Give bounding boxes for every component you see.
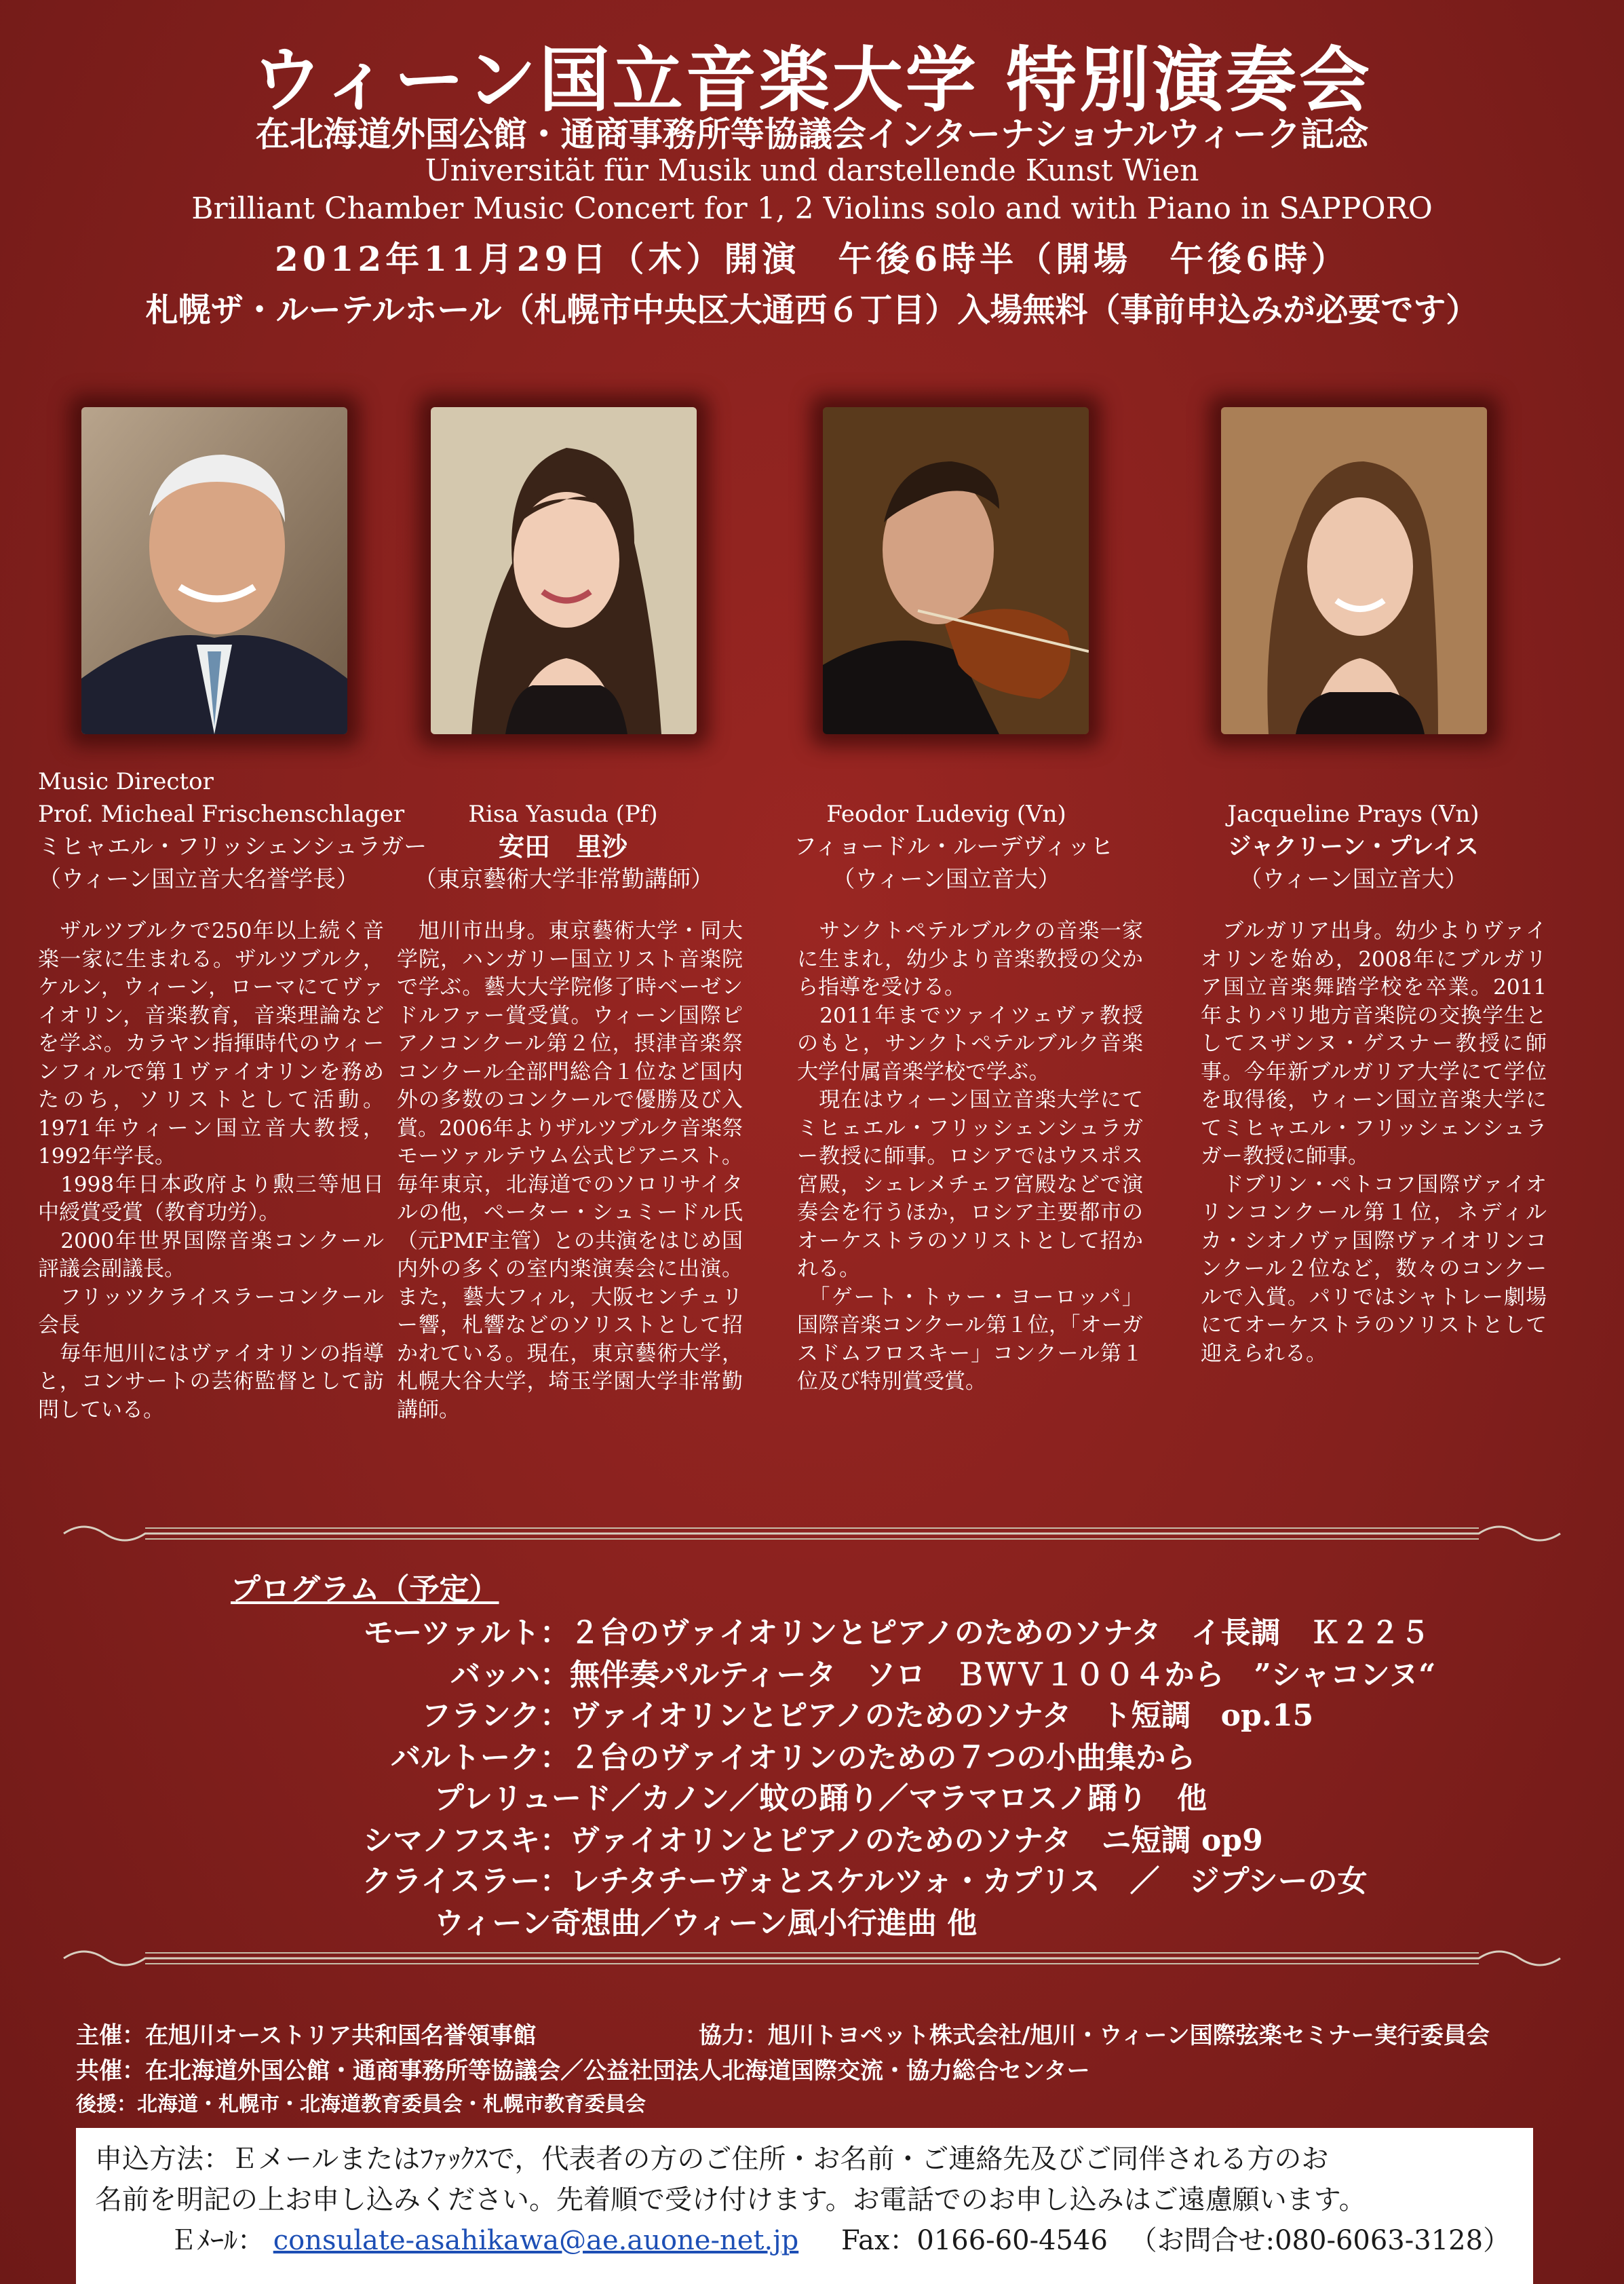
program-item <box>231 1691 1313 1734</box>
program-composer: クライスラー： <box>362 1864 570 1899</box>
program-composer: バッハ： <box>450 1658 570 1692</box>
venue-line: 札幌ザ・ルーテルホール（札幌市中央区大通西６丁目）入場無料（事前申込みが必要です） <box>145 291 1479 329</box>
performer-caption-4 <box>1194 798 1513 896</box>
application-box <box>76 2128 1533 2284</box>
organizer-cohost: 共催：在北海道外国公館・通商事務所等協議会／公益社団法人北海道国際交流・協力総合センター <box>76 2057 1090 2085</box>
portrait-prays <box>1221 407 1487 734</box>
program-item <box>231 1608 1430 1652</box>
performer-name-en: Prof. Micheal Frischenschlager <box>38 801 405 828</box>
performer-bio-1: ザルツブルクで250年以上続く音楽一家に生まれる。ザルツブルク，ケルン，ウィーン，ローマにてヴァイオリン，音楽教育，音楽理論などを学ぶ。カラヤン指揮時代のウィーンフィルで第１ヴァイオリンを務めたのち，ソリストとして活動。1971年ウィーン国立音大教授，1992年学長。 1998年日本政府より勲三等旭日中綬賞受賞（教育功労）。 2000年世界国際音楽コンクール評議会副議長。 フリッツクライスラーコンクール会長 毎年旭川にはヴァイオリンの指導と，コンサートの芸術監督として訪問している。 <box>38 919 384 1422</box>
program-composer: モーツァルト： <box>363 1616 570 1650</box>
program-work: ヴァイオリンとピアノのためのソナタ ト短調 op.15 <box>570 1698 1314 1733</box>
performer-name-jp: ミヒャエル・フリッシェンシュラガー <box>38 833 427 860</box>
program-composer: シマノフスキ： <box>363 1823 570 1858</box>
ornamental-divider-top <box>57 1513 1567 1554</box>
performer-caption-1 <box>38 765 427 896</box>
program-item <box>231 1857 1368 1900</box>
performer-name-jp: フィョードル・ルーデヴィッヒ <box>794 833 1114 860</box>
program-continuation: ウィーン奇想曲／ウィーン風小行進曲 他 <box>434 1906 978 1941</box>
apply-contact-line <box>95 2220 1514 2261</box>
performer-bio-2: 旭川市出身。東京藝術大学・同大学院，ハンガリー国立リスト音楽院で学ぶ。藝大大学院修了時ベーゼンドルファー賞受賞。ウィーン国際ピアノコンクール第２位，摂津音楽祭コンクール全部門総合１位など国内外の多数のコンクールで優勝及び入賞。2006年よりザルツブルク音楽祭モーツァルテウム公式ピアニスト。毎年東京，北海道でのソロリサイタルの他，ペーター・シュミードル氏（元PMF主管）との共演をはじめ国内外の多くの室内楽演奏会に出演。また，藝大フィル，大阪センチュリー響，札響などのソリストとして招かれている。現在，東京藝術大学，札幌大谷大学，埼玉学園大学非常勤講師。 <box>397 919 743 1422</box>
program-work: レチタチーヴォとスケルツォ・カプリス ／ ジプシーの女 <box>570 1864 1368 1899</box>
performer-affiliation: （ウィーン国立音大） <box>1239 866 1468 893</box>
organizer-support: 後援：北海道・札幌市・北海道教育委員会・札幌市教育委員会 <box>76 2093 646 2116</box>
performer-caption-3 <box>794 798 1114 896</box>
portrait-ludevig <box>823 407 1089 734</box>
program-section <box>231 1565 1436 1941</box>
subtitle-english: Brilliant Chamber Music Concert for 1, 2 Violins solo and with Piano in SAPPORO <box>191 191 1433 226</box>
portrait-frischenschlager <box>81 407 347 734</box>
date-line: 2012年11月29日（木）開演 午後6時半（開場 午後6時） <box>275 239 1349 279</box>
subtitle-german: Universität für Musik und darstellende Kunst Wien <box>425 153 1199 188</box>
performer-name-en: Risa Yasuda (Pf) <box>468 801 658 828</box>
ornamental-divider-bottom <box>57 1938 1567 1979</box>
program-composer: フランク： <box>421 1698 570 1733</box>
apply-instructions-2: 名前を明記の上お申し込みください。先着順で受け付けます。お電話でのお申し込みはご遠慮願います。 <box>95 2184 1366 2215</box>
performer-affiliation: （ウィーン国立音大） <box>832 866 1061 893</box>
performer-name-en: Jacqueline Prays (Vn) <box>1227 801 1480 828</box>
performer-name-en: Feodor Ludevig (Vn) <box>826 801 1066 828</box>
program-work: 無伴奏パルティータ ソロ ＢＷＶ１００４から ”シャコンヌ“ <box>570 1658 1436 1692</box>
program-continuation: プレリュード／カノン／蚊の踊り／マラマロスノ踊り 他 <box>434 1781 1207 1816</box>
performer-affiliation: （東京藝術大学非常勤講師） <box>414 866 714 893</box>
program-work: ヴァイオリンとピアノのためのソナタ ニ短調 op9 <box>570 1823 1263 1858</box>
page-title: ウィーン国立音楽大学 特別演奏会 <box>252 38 1372 121</box>
organizer-cooperation: 協力：旭川トヨペット株式会社/旭川・ウィーン国際弦楽セミナー実行委員会 <box>699 2022 1490 2049</box>
performer-name-jp: 安田 里沙 <box>498 831 627 862</box>
program-heading: プログラム（予定） <box>231 1572 499 1607</box>
apply-instructions-1: 申込方法：Ｅメールまたはﾌｧｯｸｽで，代表者の方のご住所・お名前・ご連絡先及びご同伴される方のお <box>95 2144 1329 2175</box>
program-item <box>231 1650 1435 1694</box>
program-work: ２台のヴァイオリンのための７つの小曲集から <box>570 1740 1196 1775</box>
performer-affiliation: （ウィーン国立音大名誉学長） <box>38 866 360 893</box>
inquiry-phone: （お問合せ:080-6063-3128） <box>1129 2225 1511 2256</box>
email-label: Ｅﾒｰﾙ： <box>170 2225 265 2256</box>
program-item <box>231 1816 1263 1859</box>
fax-number: Fax：0166-60-4546 <box>840 2225 1108 2256</box>
performer-bio-3: サンクトペテルブルクの音楽一家に生まれ，幼少より音楽教授の父から指導を受ける。 2011年までツァイツェヴァ教授のもと，サンクトペテルブルク音楽大学付属音楽学校で学ぶ。 現在はウィーン国立音楽大学にてミヒェエル・フリッシェンシュラガー教授に師事。ロシアではウスポス宮殿，シェレメチェフ宮殿などで演奏会を行うほか，ロシア主要都市のオーケストラのソリストとして招かれる。 「ゲート・トゥー・ヨーロッパ」国際音楽コンクール第１位，「オーガスドムフロスキー」コンクール第１位及び特別賞受賞。 <box>797 919 1143 1394</box>
program-composer: バルトーク： <box>391 1740 570 1775</box>
performer-name-jp: ジャクリーン・プレイス <box>1228 833 1479 860</box>
program-work: ２台のヴァイオリンとピアノのためのソナタ イ長調 Ｋ２２５ <box>570 1616 1430 1650</box>
email-link[interactable]: consulate-asahikawa@ae.auone-net.jp <box>273 2225 799 2256</box>
portrait-yasuda <box>431 407 697 734</box>
performer-bio-4: ブルガリア出身。幼少よりヴァイオリンを始め，2008年にブルガリア国立音楽舞踏学校を卒業。2011年よりパリ地方音楽院の交換学生としてスザンヌ・ゲスナー教授に師事。今年新ブルガリア大学にて学位を取得後，ウィーン国立音楽大学にてミヒャエル・フリッシェンシュラガー教授に師事。 ドブリン・ペトコフ国際ヴァイオリンコンクール第１位，ネディルカ・シオノヴァ国際ヴァイオリンコンクール２位など，数々のコンクールで入賞。パリではシャトレー劇場にてオーケストラのソリストとして迎えられる。 <box>1201 919 1547 1366</box>
organizer-host: 主催：在旭川オーストリア共和国名誉領事館 <box>76 2022 537 2049</box>
performer-caption-2 <box>414 798 712 896</box>
program-item <box>231 1733 1195 1776</box>
performer-role: Music Director <box>38 768 214 795</box>
subtitle-japanese: 在北海道外国公館・通商事務所等協議会インターナショナルウィーク記念 <box>255 114 1369 154</box>
